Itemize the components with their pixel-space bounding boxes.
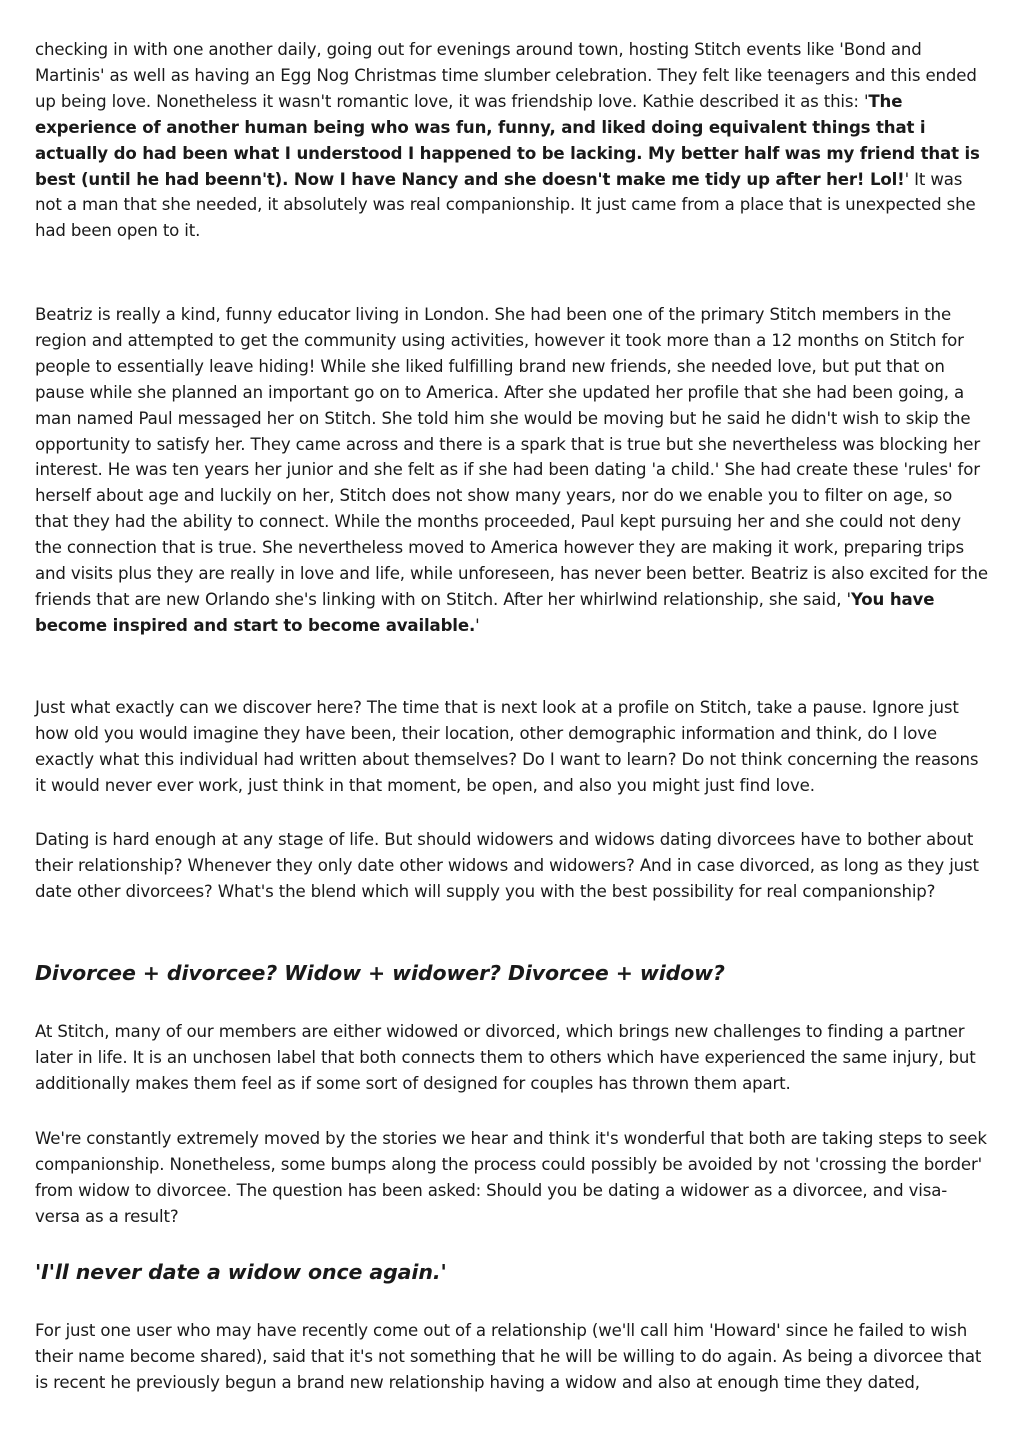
- paragraph-text: We're constantly extremely moved by the stories we hear and think it's wonderful that both are taking steps to seek companionship. Nonetheless, some bumps along the process could possibly be avoided by not 'crossing the border' from widow to divorcee. The question has been asked: Should you be dating a widower as a divorcee, and visa-versa as a result?: [35, 1129, 987, 1226]
- paragraph-text: At Stitch, many of our members are either widowed or divorced, which brings new challenges to finding a partner later in life. It is an unchosen label that both connects them to others which have experienced the same injury, but additionally makes them feel as if some sort of designed for couples has thrown them apart.: [35, 1022, 976, 1093]
- section-heading: 'I'll never date a widow once again.': [35, 1260, 447, 1284]
- paragraph-text: Dating is hard enough at any stage of life. But should widowers and widows dating divorcees have to bother about their relationship? Whenever they only date other widows and widowers? And in case divorced, as long as they just date other divorcees? What's the blend which will supply you with the best possibility for real companionship?: [35, 830, 979, 901]
- paragraph-text: For just one user who may have recently come out of a relationship (we'll call him 'Howard' since he failed to wish their name become shared), said that it's not something that he will be willing to do again. As being a divorcee that is recent he previously begun a brand new relationship having a widow and also at enough time they dated,: [35, 1321, 982, 1392]
- paragraph-lesson: [35, 695, 990, 799]
- paragraph-text: Beatriz is really a kind, funny educator living in London. She had been one of the primary Stitch members in the region and attempted to get the community using activities, however it took more than a 12 months on Stitch for people to essentially leave hiding! While she liked fulfilling brand new friends, she needed love, but put that on pause while she planned an important go on to America. After she updated her profile that she had been going, a man named Paul messaged her on Stitch. She told him she would be moving but he said he didn't wish to skip the opportunity to satisfy her. They came across and there is a spark that is true but she nevertheless was blocking her interest. He was ten years her junior and she felt as if she had been dating 'a child.' She had create these 'rules' for herself about age and luckily on her, Stitch does not show many years, nor do we enable you to filter on age, so that they had the ability to connect. While the months proceeded, Paul kept pursuing her and she could not deny the connection that is true. She nevertheless moved to America however they are making it work, preparing trips and visits plus they are really in love and life, while unforeseen, has never been better. Beatriz is also excited for the friends that are new Orlando she's linking with on Stitch. After her whirlwind relationship, she said, 'You have become inspired and start to become available.': [35, 305, 988, 635]
- paragraph-dating-intro: [35, 827, 990, 905]
- paragraph-howard: [35, 1318, 990, 1396]
- section-heading-combinations: [35, 959, 990, 987]
- paragraph-text: checking in with one another daily, going out for evenings around town, hosting Stitch events like 'Bond and Martinis' as well as having an Egg Nog Christmas time slumber celebration. They felt like teenagers and this ended up being love. Nonetheless it wasn't romantic love, it was friendship love. Kathie described it as this: 'The experience of another human being who was fun, funny, and liked doing equivalent things that i actually do had been what I understood I happened to be lacking. My better half was my friend that is best (until he had beenn't). Now I have Nancy and she doesn't make me tidy up after her! Lol!' It was not a man that she needed, it absolutely was real companionship. It just came from a place that is unexpected she had been open to it.: [35, 40, 980, 241]
- paragraph-text: Just what exactly can we discover here? The time that is next look at a profile on Stitch, take a pause. Ignore just how old you would imagine they have been, their location, other demographic information and think, do I love exactly what this individual had written about themselves? Do I want to learn? Do not think concerning the reasons it would never ever work, just think in that moment, be open, and also you might just find love.: [35, 698, 979, 795]
- kathie-quote: The experience of another human being who was fun, funny, and liked doing equivalent things that i actually do had been what I understood I happened to be lacking. My better half was my friend that is best (until he had beenn't). Now I have Nancy and she doesn't make me tidy up after her! Lol!: [35, 91, 980, 189]
- paragraph-kathie-story: [35, 37, 990, 244]
- beatriz-quote: You have become inspired and start to become available.: [35, 589, 935, 635]
- section-heading-never-again: [35, 1258, 990, 1286]
- section-heading: Divorcee + divorcee? Widow + widower? Divorcee + widow?: [35, 961, 725, 985]
- paragraph-members: [35, 1019, 990, 1097]
- paragraph-beatriz-story: [35, 302, 990, 639]
- paragraph-stories: [35, 1126, 990, 1230]
